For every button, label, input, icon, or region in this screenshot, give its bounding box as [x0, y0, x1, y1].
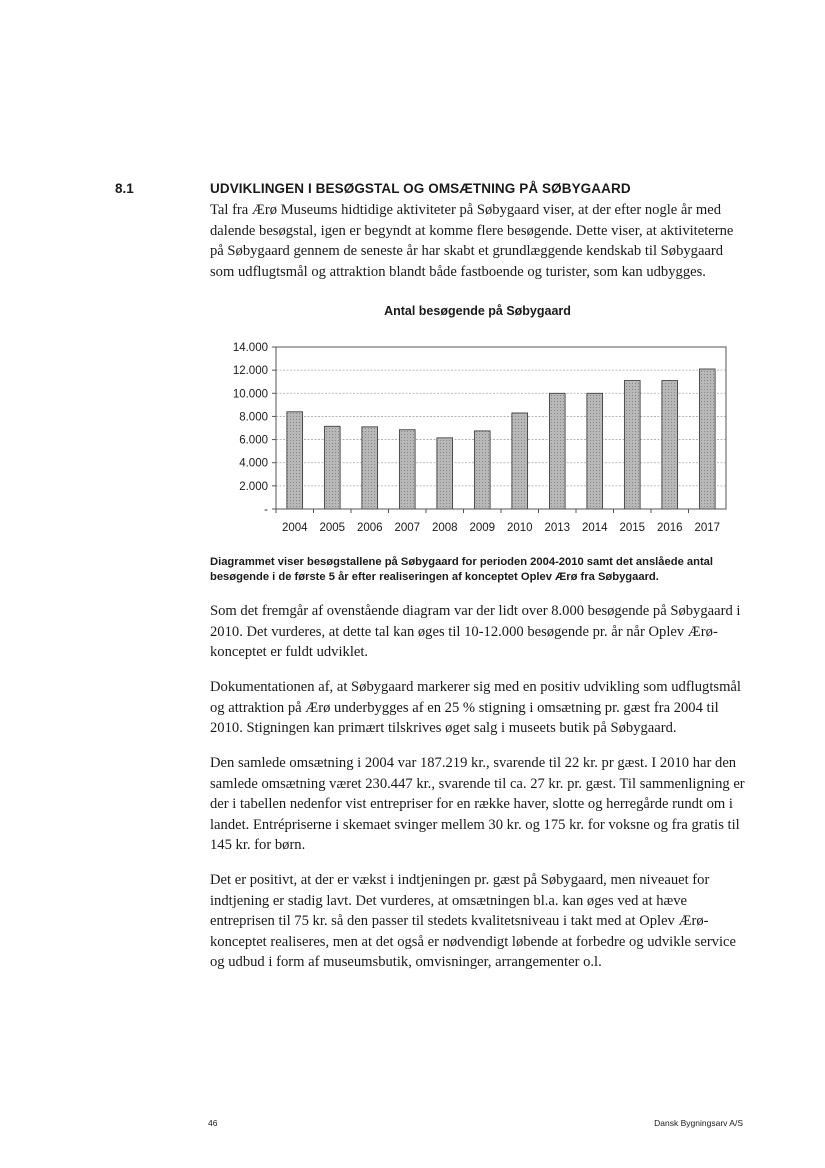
y-tick-label: 4.000 [239, 457, 268, 470]
bar-2007 [399, 430, 415, 509]
section-title: UDVIKLINGEN I BESØGSTAL OG OMSÆTNING PÅ SØBYGAARD [210, 181, 631, 196]
bar-2006 [362, 427, 378, 509]
bar-2005 [324, 426, 340, 509]
x-tick-label: 2004 [281, 522, 308, 534]
x-tick-label: 2007 [394, 522, 421, 534]
y-tick-label: 8.000 [239, 411, 268, 424]
y-tick-label: 14.000 [232, 342, 268, 354]
section-number: 8.1 [115, 181, 134, 196]
x-tick-label: 2009 [469, 522, 496, 534]
x-tick-label: 2016 [656, 522, 683, 534]
chart-bars [287, 369, 715, 509]
paragraph-visitors: Som det fremgår af ovenstående diagram var der lidt over 8.000 besøgende på Søbygaard i 2010. Det vurderes, at dette tal kan øges til 10-12.000 besøgende pr. år når Oplev Ærø-konceptet er fuldt udviklet. [210, 603, 741, 660]
bar-2009 [474, 431, 490, 509]
bar-2010 [512, 413, 528, 509]
footer-company: Dansk Bygningsarv A/S [654, 1118, 743, 1128]
bar-2016 [662, 381, 678, 509]
bar-2015 [624, 381, 640, 509]
bar-2008 [437, 438, 453, 509]
x-tick-label: 2005 [319, 522, 346, 534]
chart-y-tick-labels [233, 342, 268, 516]
paragraph-documentation: Dokumentationen af, at Søbygaard markerer sig med en positiv udvikling som udflugtsmål og attraktion på Ærø underbygges af en 25 % stigning i omsætning pr. gæst fra 2004 til 2010. Stigningen kan primært tilskrives øget salg i museets butik på Søbygaard. [210, 679, 741, 736]
intro-paragraph: Tal fra Ærø Museums hidtidige aktiviteter på Søbygaard viser, at der efter nogle år med dalende besøgstal, igen er begyndt at komme flere besøgende. Dette viser, at aktiviteterne på Søbygaard gennem de seneste år har skabt et grundlæggende kendskab til Søbygaard som udflugtsmål og attraktion blandt både fastboende og turister, som kan udbygges. [210, 202, 734, 280]
y-tick-label: 10.000 [232, 388, 268, 401]
y-tick-label: 6.000 [239, 434, 268, 447]
chart-title: Antal besøgende på Søbygaard [384, 304, 571, 318]
chart-caption: Diagrammet viser besøgstallene på Søbygaard for perioden 2004-2010 samt det anslåede antal besøgende i de første 5 år efter realiseringen af konceptet Oplev Ærø fra Søbygaard. [210, 556, 714, 583]
chart-x-tick-labels [276, 509, 720, 534]
x-tick-label: 2006 [356, 522, 383, 534]
x-tick-label: 2013 [544, 522, 571, 534]
paragraph-earnings: Det er positivt, at der er vækst i indtjeningen pr. gæst på Søbygaard, men niveauet for indtjening er stadig lavt. Det vurderes, at omsætningen bl.a. kan øges ved at hæve entreprisen til 75 kr. så den passer til stedets kvalitetsniveau i takt med at Oplev Ærø-konceptet realiseres, men at det også er nødvendigt løbende at forbedre og udvikle service og udbud i form af museumsbutik, omvisninger, arrangementer o.l. [210, 872, 736, 970]
plot-area-frame [276, 347, 726, 509]
bar-2014 [587, 393, 603, 509]
x-tick-label: 2015 [619, 522, 646, 534]
bar-2013 [549, 393, 565, 509]
y-tick-label: 12.000 [232, 365, 268, 378]
y-tick-label: - [264, 504, 268, 516]
x-tick-label: 2017 [694, 522, 721, 534]
x-tick-label: 2014 [581, 522, 608, 534]
bar-2004 [287, 412, 303, 509]
x-tick-label: 2008 [431, 522, 458, 534]
visitors-bar-chart [200, 335, 735, 535]
bar-2017 [699, 369, 715, 509]
x-tick-label: 2010 [506, 522, 533, 534]
page-number: 46 [208, 1118, 218, 1128]
paragraph-revenue: Den samlede omsætning i 2004 var 187.219 kr., svarende til 22 kr. pr gæst. I 2010 har den samlede omsætning været 230.447 kr., svarende til ca. 27 kr. pr. gæst. Til sammenligning er der i tabellen nedenfor vist entrepriser for en række haver, slotte og herregårde rundt om i landet. Entrépriserne i skemaet svinger mellem 30 kr. og 175 kr. for voksne og fra gratis til 145 kr. for børn. [210, 755, 745, 853]
y-tick-label: 2.000 [239, 480, 268, 493]
